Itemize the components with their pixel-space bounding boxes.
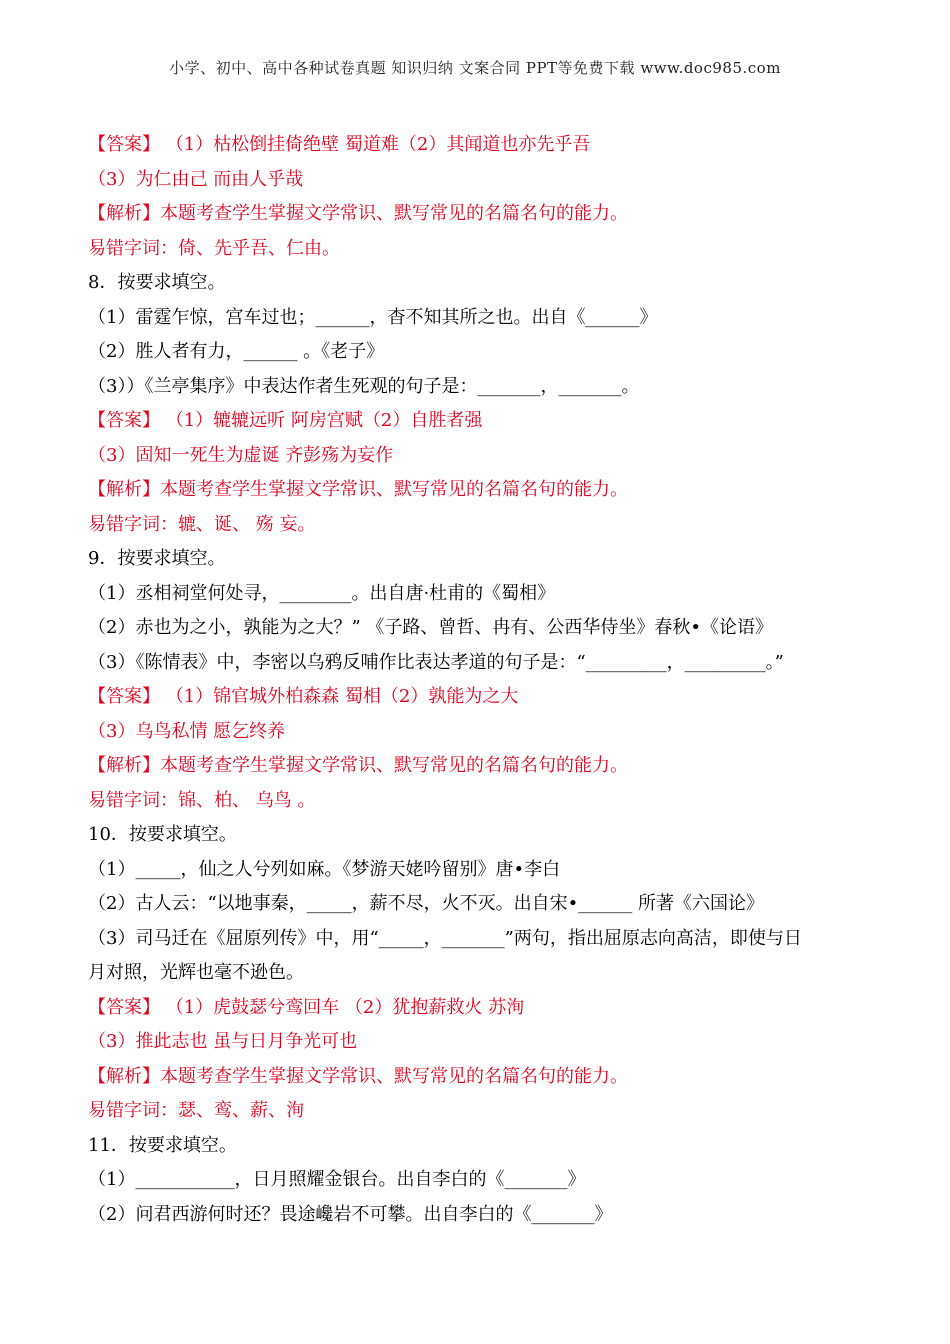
question-line: （1）雷霆乍惊，宫车过也；______，杳不知其所之也。出自《______》 xyxy=(88,306,658,328)
question-line: （1）丞相祠堂何处寻，________。出自唐·杜甫的《蜀相》 xyxy=(88,582,556,604)
answer-line: 易错字词：瑟、鸾、薪、洵 xyxy=(88,1100,304,1121)
question-line: （1）_____，仙之人兮列如麻。《梦游天姥吟留别》唐•李白 xyxy=(88,858,561,880)
question-line: （3）《陈情表》中，李密以乌鸦反哺作比表达孝道的句子是：“_________，_________。” xyxy=(88,651,784,673)
question-line: （2）古人云：“以地事秦，_____，薪不尽，火不灭。出自宋•______ 所著《六国论》 xyxy=(88,893,764,914)
question-line: （2）胜人者有力，______ 。《老子》 xyxy=(88,341,385,362)
question-line: 8．按要求填空。 xyxy=(88,272,226,293)
question-line: （3））《兰亭集序》中表达作者生死观的句子是：_______，_______。 xyxy=(88,375,640,397)
question-line: 9．按要求填空。 xyxy=(88,548,226,569)
answer-line: （3）固知一死生为虚诞 齐彭殇为妄作 xyxy=(88,444,394,466)
answer-line: （3）推此志也 虽与日月争光可也 xyxy=(88,1031,358,1052)
question-line: 11．按要求填空。 xyxy=(88,1134,237,1156)
answer-line: 【解析】本题考查学生掌握文学常识、默写常见的名篇名句的能力。 xyxy=(88,755,628,776)
document-body xyxy=(88,128,878,1232)
answer-line: 易错字词：辘、诞、 殇 妄。 xyxy=(88,513,316,535)
question-line: （2）问君西游何时还？畏途巉岩不可攀。出自李白的《_______》 xyxy=(88,1203,613,1225)
answer-line: （3）为仁由己 而由人乎哉 xyxy=(88,168,304,190)
answer-line: 【答案】 （1）辘辘远听 阿房宫赋（2）自胜者强 xyxy=(88,410,483,431)
answer-line: 【答案】 （1）锦官城外柏森森 蜀相（2）孰能为之大 xyxy=(88,686,519,707)
answer-line: 易错字词：倚、先乎吾、仁由。 xyxy=(88,237,340,259)
question-line: （3）司马迁在《屈原列传》中，用“_____，_______”两句，指出屈原志向高洁，即使与日 xyxy=(88,927,802,949)
answer-line: （3）乌鸟私情 愿乞终养 xyxy=(88,720,286,742)
answer-line: 【解析】本题考查学生掌握文学常识、默写常见的名篇名句的能力。 xyxy=(88,479,628,500)
question-line: （1）___________，日月照耀金银台。出自李白的《_______》 xyxy=(88,1169,586,1190)
answer-line: 易错字词：锦、柏、 乌鸟 。 xyxy=(88,789,316,811)
question-line: （2）赤也为之小，孰能为之大？” 《子路、曾哲、冉有、公西华侍坐》春秋•《论语》 xyxy=(88,617,773,638)
page-header: 小学、初中、高中各种试卷真题 知识归纳 文案合同 PPT等免费下载 www.doc985.com xyxy=(169,59,781,77)
answer-line: 【解析】本题考查学生掌握文学常识、默写常见的名篇名句的能力。 xyxy=(88,1065,628,1087)
question-line: 10．按要求填空。 xyxy=(88,824,237,845)
question-line: 月对照，光辉也毫不逊色。 xyxy=(88,962,304,983)
answer-line: 【答案】 （1）枯松倒挂倚绝壁 蜀道难（2）其闻道也亦先乎吾 xyxy=(88,134,591,155)
answer-line: 【解析】本题考查学生掌握文学常识、默写常见的名篇名句的能力。 xyxy=(88,203,628,224)
answer-line: 【答案】 （1）虎鼓瑟兮鸾回车 （2）犹抱薪救火 苏洵 xyxy=(88,996,525,1018)
